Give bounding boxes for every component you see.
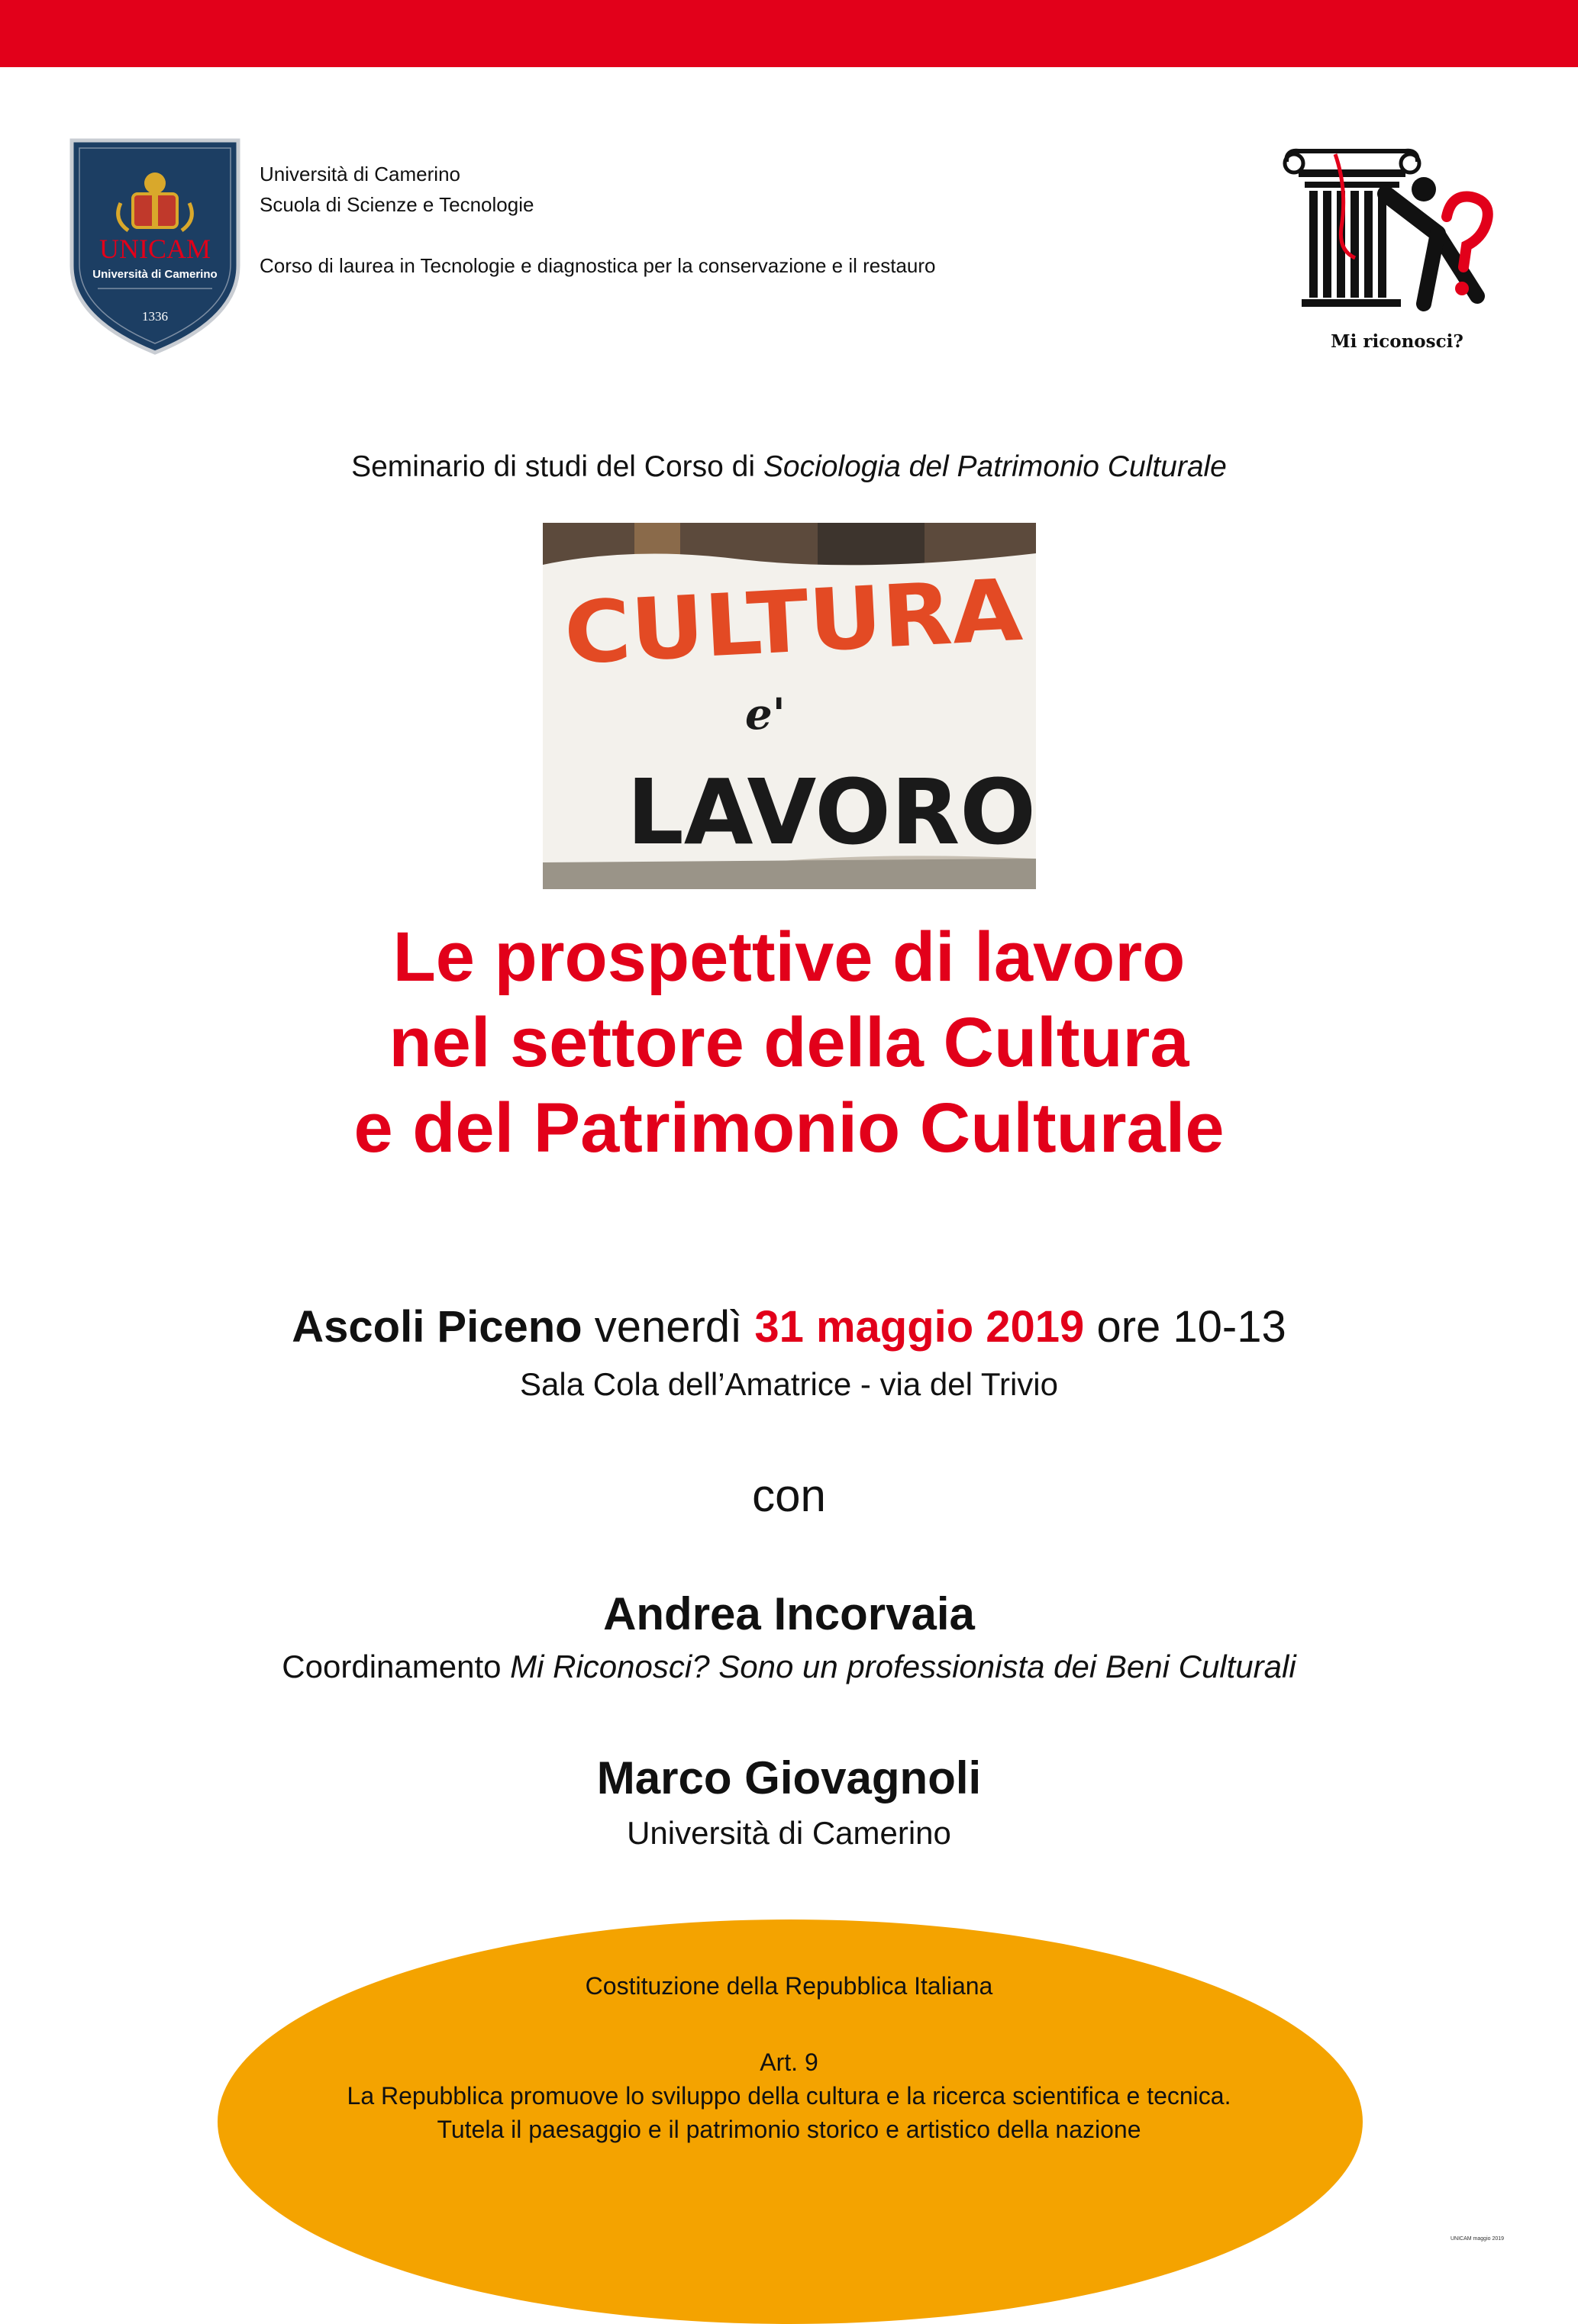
speaker-1-name: Andrea Incorvaia bbox=[603, 1588, 975, 1639]
footnote: UNICAM maggio 2019 bbox=[1451, 2236, 1505, 2242]
speaker-1-role-prefix: Coordinamento bbox=[282, 1649, 511, 1684]
main-title bbox=[0, 914, 1578, 1171]
event-when bbox=[0, 1301, 1578, 1352]
event-date: 31 maggio 2019 bbox=[754, 1302, 1085, 1352]
speaker-1-role bbox=[0, 1649, 1578, 1685]
constitution-line-2: Tutela il paesaggio e il patrimonio storico e artistico della nazione bbox=[437, 2116, 1141, 2143]
speaker-2-role-prefix: Università di Camerino bbox=[627, 1815, 951, 1851]
column-question-mark-icon bbox=[1271, 143, 1523, 334]
top-red-bar bbox=[0, 0, 1578, 67]
event-venue: Sala Cola dell’Amatrice - via del Trivio bbox=[520, 1366, 1058, 1402]
seminar-course: Sociologia del Patrimonio Culturale bbox=[763, 450, 1227, 483]
constitution-article: Art. 9 bbox=[760, 2048, 818, 2076]
banner-word-lavoro: LAVORO bbox=[627, 759, 1036, 865]
event-day: venerdì bbox=[594, 1302, 743, 1352]
banner-word-cultura: CULTURA bbox=[561, 562, 999, 685]
title-line-2: nel settore della Cultura bbox=[389, 1004, 1189, 1081]
constitution-line-1: La Repubblica promuove lo sviluppo della cultura e la ricerca scientifica e tecnica. bbox=[347, 2082, 1231, 2110]
university-name: Università di Camerino bbox=[260, 163, 460, 185]
title-line-1: Le prospettive di lavoro bbox=[392, 918, 1186, 996]
degree-course: Corso di laurea in Tecnologie e diagnostica per la conservazione e il restauro bbox=[260, 254, 936, 277]
seminar-line bbox=[0, 450, 1578, 484]
speaker-2-role bbox=[0, 1815, 1578, 1852]
mi-riconosci-caption: Mi riconosci? bbox=[1331, 331, 1463, 352]
protest-banner-photo bbox=[543, 523, 1036, 889]
unicam-shield-icon bbox=[67, 136, 243, 357]
logo-brand: UNICAM bbox=[98, 234, 211, 264]
event-city: Ascoli Piceno bbox=[292, 1302, 582, 1352]
seminar-prefix: Seminario di studi del Corso di bbox=[351, 450, 763, 483]
with-label: con bbox=[752, 1470, 826, 1521]
constitution-heading: Costituzione della Repubblica Italiana bbox=[585, 1972, 993, 2000]
header-text bbox=[260, 159, 936, 281]
speaker-1-role-italic: Mi Riconosci? Sono un professionista dei Beni Culturali bbox=[510, 1649, 1296, 1684]
banner-word-e: e' bbox=[745, 689, 786, 740]
logo-subtitle: Università di Camerino bbox=[92, 268, 218, 281]
speaker-2-name: Marco Giovagnoli bbox=[596, 1752, 982, 1803]
school-name: Scuola di Scienze e Tecnologie bbox=[260, 193, 534, 216]
event-time: ore 10-13 bbox=[1096, 1302, 1286, 1352]
logo-year: 1336 bbox=[142, 309, 168, 324]
title-line-3: e del Patrimonio Culturale bbox=[353, 1089, 1225, 1167]
